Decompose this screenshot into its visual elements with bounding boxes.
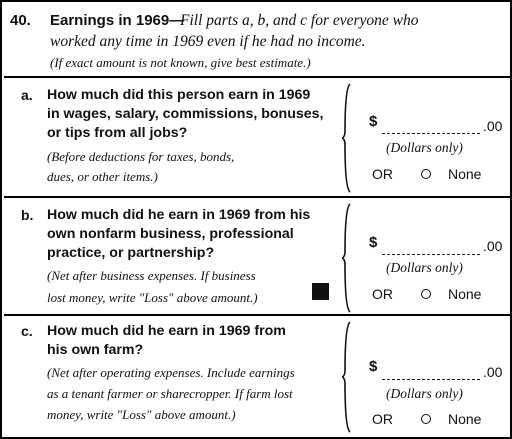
divider xyxy=(4,314,510,316)
brace-icon xyxy=(341,202,355,314)
amount-entry-field[interactable] xyxy=(382,379,480,380)
note-line: (Before deductions for taxes, bonds, xyxy=(47,149,235,164)
part-letter: a. xyxy=(21,87,33,103)
divider xyxy=(4,76,510,78)
amount-entry-field[interactable] xyxy=(382,133,480,134)
dollars-only-label: (Dollars only) xyxy=(386,260,463,275)
note-line: lost money, write "Loss" above amount.) xyxy=(47,290,258,305)
question-line: own nonfarm business, professional xyxy=(47,226,294,242)
part-letter: c. xyxy=(21,323,33,339)
none-radio[interactable] xyxy=(421,169,431,179)
dollar-sign: $ xyxy=(369,113,378,130)
divider xyxy=(4,196,510,198)
question-line: How much did this person earn in 1969 xyxy=(47,87,311,103)
note-line: money, write "Loss" above amount.) xyxy=(47,407,236,422)
none-radio[interactable] xyxy=(421,289,431,299)
none-label: None xyxy=(448,286,482,302)
instruction-line-2: worked any time in 1969 even if he had no income. xyxy=(50,33,366,50)
or-label: OR xyxy=(372,286,393,302)
instruction-line-1: Fill parts a, b, and c for everyone who xyxy=(180,12,419,29)
cents-label: .00 xyxy=(483,364,503,380)
cents-label: .00 xyxy=(483,118,503,134)
note-line: dues, or other items.) xyxy=(47,169,158,184)
question-title: Earnings in 1969— xyxy=(50,12,185,29)
cents-label: .00 xyxy=(483,238,503,254)
brace-icon xyxy=(341,320,355,434)
question-line: his own farm? xyxy=(47,342,144,358)
question-line: How much did he earn in 1969 from his xyxy=(47,207,311,223)
dollar-sign: $ xyxy=(369,234,378,251)
filled-square xyxy=(312,283,329,300)
note-line: as a tenant farmer or sharecropper. If farm lost xyxy=(47,386,293,401)
none-label: None xyxy=(448,411,482,427)
amount-entry-field[interactable] xyxy=(382,254,480,255)
or-label: OR xyxy=(372,411,393,427)
none-radio[interactable] xyxy=(421,414,431,424)
note-line: (Net after operating expenses. Include earnings xyxy=(47,365,295,380)
question-line: or tips from all jobs? xyxy=(47,125,188,141)
question-line: practice, or partnership? xyxy=(47,245,215,261)
dollar-sign: $ xyxy=(369,358,378,375)
question-line: in wages, salary, commissions, bonuses, xyxy=(47,106,324,122)
dollars-only-label: (Dollars only) xyxy=(386,386,463,401)
none-label: None xyxy=(448,166,482,182)
question-line: How much did he earn in 1969 from xyxy=(47,323,286,339)
note-line: (Net after business expenses. If business xyxy=(47,268,256,283)
estimate-note: (If exact amount is not known, give best estimate.) xyxy=(50,55,311,70)
dollars-only-label: (Dollars only) xyxy=(386,140,463,155)
or-label: OR xyxy=(372,166,393,182)
part-letter: b. xyxy=(21,207,34,223)
brace-icon xyxy=(341,82,355,194)
question-number: 40. xyxy=(10,12,31,29)
